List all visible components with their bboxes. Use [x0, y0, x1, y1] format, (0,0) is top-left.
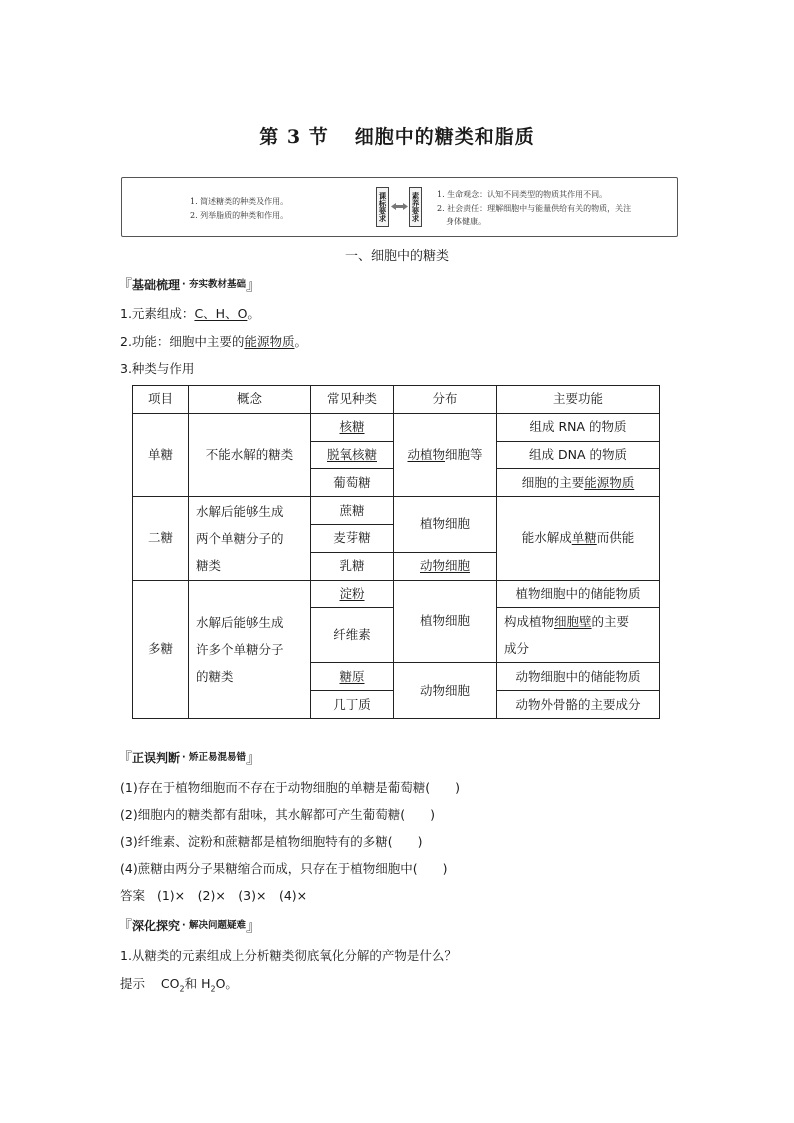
kind-cell: 乳糖 [311, 552, 394, 580]
distribution-cell [394, 413, 497, 496]
punct: 。 [294, 334, 307, 349]
func-text: 能源物质 [584, 474, 635, 490]
header-cell: 概念 [189, 386, 311, 414]
function-cell: 组成 DNA 的物质 [497, 441, 660, 469]
heading-text: 基础梳理 [132, 278, 181, 292]
func-text: 细胞的主要 [521, 474, 585, 490]
competency-item-cont: 身体健康。 [446, 217, 486, 226]
func-text: 能水解成 [521, 530, 572, 546]
function-cell: 植物细胞中的储能物质 [497, 580, 660, 608]
category-cell: 单糖 [133, 413, 189, 496]
header-cell: 项目 [133, 386, 189, 414]
judgement-item: (3)纤维素、淀粉和蔗糖都是植物细胞特有的多糖( ) [120, 834, 423, 849]
concept-line: 许多个单糖分子 [196, 641, 284, 657]
double-arrow-icon [391, 203, 408, 210]
function-cell [497, 608, 660, 663]
heading-sub: · 夯实教材基础 [182, 279, 246, 290]
hint-line [120, 975, 238, 999]
kind-text: 核糖 [339, 419, 365, 435]
distribution-cell: 植物细胞 [394, 497, 497, 553]
function-cell [497, 497, 660, 580]
category-cell: 多糖 [133, 580, 189, 718]
table-row [133, 497, 660, 525]
header-cell: 分布 [394, 386, 497, 414]
kind-cell: 麦芽糖 [311, 524, 394, 552]
kind-cell: 葡萄糖 [311, 469, 394, 497]
element-composition [120, 305, 260, 323]
question-line: 1.从糖类的元素组成上分析糖类彻底氧化分解的产物是什么？ [120, 948, 457, 963]
punct: 。 [247, 306, 260, 321]
kind-text: 糖原 [339, 668, 365, 684]
subscript: 2 [179, 984, 185, 994]
basic-review-heading: 『 基础梳理 · 夯实教材基础 』 [117, 276, 261, 294]
label: 1.元素组成： [120, 306, 195, 321]
func-text: 而供能 [596, 530, 635, 546]
judgement-heading: 『 正误判断 · 矫正易混易错 』 [117, 749, 261, 767]
concept-line: 水解后能够生成 [196, 614, 284, 630]
judgement-item: (1)存在于植物细胞而不存在于动物细胞的单糖是葡萄糖( ) [120, 780, 460, 795]
function-cell [497, 469, 660, 497]
func-text: 细胞壁 [554, 614, 592, 630]
competency-requirements [437, 188, 673, 229]
answer-blank: 能源物质 [244, 334, 295, 349]
answer-label: 答案 [120, 888, 146, 903]
competency-tag: 素养要求 [409, 187, 422, 227]
concept-cell: 不能水解的糖类 [189, 413, 311, 496]
category-cell: 二糖 [133, 497, 189, 580]
answer-text: (1)× (2)× (3)× (4)× [156, 888, 308, 903]
heading-text: 正误判断 [132, 751, 181, 765]
function-cell: 动物外骨骼的主要成分 [497, 691, 660, 719]
title-text: 细胞中的糖类和脂质 [354, 126, 535, 148]
table-header-row [133, 386, 660, 414]
page-title [0, 122, 794, 149]
function-cell: 组成 RNA 的物质 [497, 413, 660, 441]
dist-text: 细胞等 [445, 446, 483, 462]
concept-line: 的糖类 [196, 668, 234, 684]
section-number: 第 3 节 [259, 126, 329, 148]
requirement-item: 2. 列举脂质的种类和作用。 [190, 211, 289, 220]
kind-cell [311, 413, 394, 441]
func-text: 构成植物 [504, 614, 555, 630]
label: 2.功能：细胞中主要的 [120, 334, 245, 349]
curriculum-requirements [190, 195, 288, 223]
table-row [133, 413, 660, 441]
concept-cell [189, 580, 311, 718]
concept-cell [189, 497, 311, 580]
kind-cell [311, 580, 394, 608]
curriculum-tag: 课标要求 [376, 187, 389, 227]
concept-line: 两个单糖分子的 [196, 530, 284, 546]
judgement-item: (2)细胞内的糖类都有甜味，其水解都可产生葡萄糖( ) [120, 807, 435, 822]
answer-line [120, 887, 307, 905]
exploration-heading: 『 深化探究 · 解决问题疑难 』 [117, 917, 261, 935]
requirement-item: 1. 简述糖类的种类及作用。 [190, 197, 289, 206]
section-heading: 一、细胞中的糖类 [344, 249, 449, 264]
dist-text: 动物细胞 [419, 558, 470, 574]
dist-text: 动植物 [407, 446, 445, 462]
function-cell: 动物细胞中的储能物质 [497, 663, 660, 691]
heading-text: 深化探究 [132, 919, 181, 933]
formula-text: O。 [215, 976, 238, 991]
distribution-cell: 植物细胞 [394, 580, 497, 663]
formula-text: CO [160, 976, 180, 991]
func-text: 单糖 [571, 530, 597, 546]
concept-line: 糖类 [196, 557, 222, 573]
distribution-cell [394, 552, 497, 580]
kind-text: 淀粉 [339, 585, 365, 601]
types-heading: 3.种类与作用 [120, 361, 195, 376]
heading-sub: · 解决问题疑难 [182, 920, 246, 931]
kind-cell [311, 663, 394, 691]
competency-item: 2. 社会责任：理解细胞中与能量供给有关的物质，关注 [437, 203, 632, 213]
header-cell: 常见种类 [311, 386, 394, 414]
kind-cell: 蔗糖 [311, 497, 394, 525]
sugar-table [132, 385, 660, 719]
kind-cell: 纤维素 [311, 608, 394, 663]
func-text: 的主要 [591, 614, 630, 630]
func-text: 成分 [504, 641, 530, 657]
subscript: 2 [210, 984, 216, 994]
formula-text: 和 H [184, 976, 211, 991]
concept-line: 水解后能够生成 [196, 503, 284, 519]
table-row [133, 580, 660, 608]
kind-text: 脱氧核糖 [326, 446, 377, 462]
competency-item: 1. 生命观念：认知不同类型的物质其作用不同。 [437, 190, 608, 199]
function-line [120, 333, 307, 351]
header-cell: 主要功能 [497, 386, 660, 414]
hint-label: 提示 [120, 976, 146, 991]
judgement-item: (4)蔗糖由两分子果糖缩合而成，只存在于植物细胞中( ) [120, 861, 448, 876]
heading-sub: · 矫正易混易错 [182, 752, 246, 763]
distribution-cell: 动物细胞 [394, 663, 497, 719]
kind-cell: 几丁质 [311, 691, 394, 719]
answer-blank: C、H、O [194, 306, 248, 321]
kind-cell [311, 441, 394, 469]
